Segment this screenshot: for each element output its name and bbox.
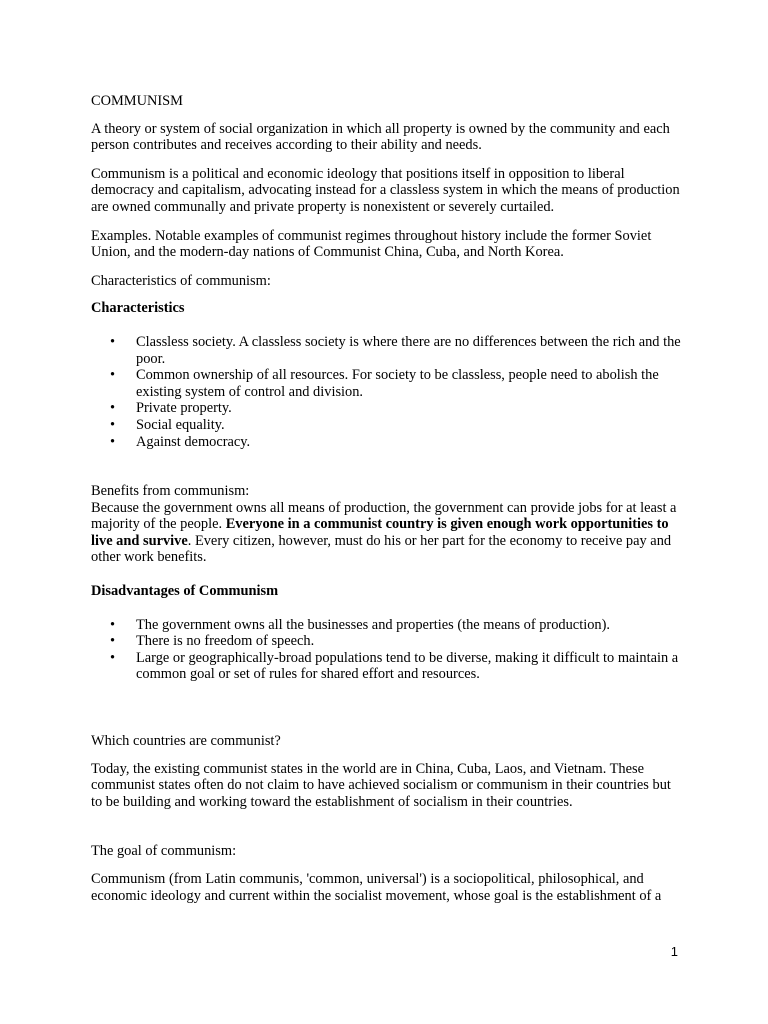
- list-item: • Classless society. A classless society is where there are no differences between the rich and the poor.: [136, 334, 681, 367]
- countries-paragraph: Today, the existing communist states in the world are in China, Cuba, Laos, and Vietnam. These communist states often do not claim to have achieved socialism or communism in their countries but to be building and working toward the establishment of socialism in their countries.: [91, 760, 671, 810]
- list-item: • Large or geographically-broad populations tend to be diverse, making it difficult to maintain a common goal or set of rules for shared effort and resources.: [136, 650, 681, 683]
- benefits-text-end: . Every citizen, however, must do his or her part for the economy to receive pay and other work benefits.: [91, 532, 672, 566]
- disadvantages-list: [91, 617, 681, 683]
- benefits-heading: Benefits from communism:: [91, 483, 250, 500]
- document-title: COMMUNISM: [91, 93, 183, 109]
- examples-paragraph: Examples. Notable examples of communist regimes throughout history include the former Soviet Union, and the modern-day nations of Communist China, Cuba, and North Korea.: [91, 227, 652, 261]
- benefits-section: [91, 483, 681, 566]
- benefits-text-bold: Everyone in a communist country is given enough work opportunities to live and survive: [91, 516, 669, 549]
- list-item: • Social equality.: [136, 417, 681, 434]
- list-item: • The government owns all the businesses and properties (the means of production).: [136, 617, 681, 634]
- list-item: • Private property.: [136, 400, 681, 417]
- goal-heading: The goal of communism:: [91, 843, 237, 860]
- countries-heading: Which countries are communist?: [91, 733, 281, 750]
- list-item: • There is no freedom of speech.: [136, 633, 681, 650]
- document-body: [91, 93, 681, 904]
- goal-paragraph: Communism (from Latin communis, 'common, universal') is a sociopolitical, philosophical, and economic ideology and current within the socialist movement, whose goal is the establishment of a: [91, 871, 662, 904]
- benefits-text-start: Because the government owns all means of production, the government can provide jobs for at least a majority of the people.: [91, 499, 677, 533]
- page-number: 1: [670, 944, 678, 959]
- characteristics-list: [91, 334, 681, 450]
- characteristics-intro: Characteristics of communism:: [91, 272, 271, 289]
- definition-paragraph: A theory or system of social organization in which all property is owned by the community and each person contributes and receives according to their ability and needs.: [91, 120, 670, 154]
- benefits-paragraph: [91, 500, 681, 566]
- characteristics-heading: Characteristics: [91, 300, 185, 317]
- list-item: • Against democracy.: [136, 434, 681, 451]
- list-item: • Common ownership of all resources. For society to be classless, people need to abolish the existing system of control and division.: [136, 367, 681, 400]
- ideology-paragraph: Communism is a political and economic ideology that positions itself in opposition to liberal democracy and capitalism, advocating instead for a classless system in which the means of production are owned communally and private property is nonexistent or severely curtailed.: [91, 165, 680, 215]
- disadvantages-heading: Disadvantages of Communism: [91, 583, 279, 600]
